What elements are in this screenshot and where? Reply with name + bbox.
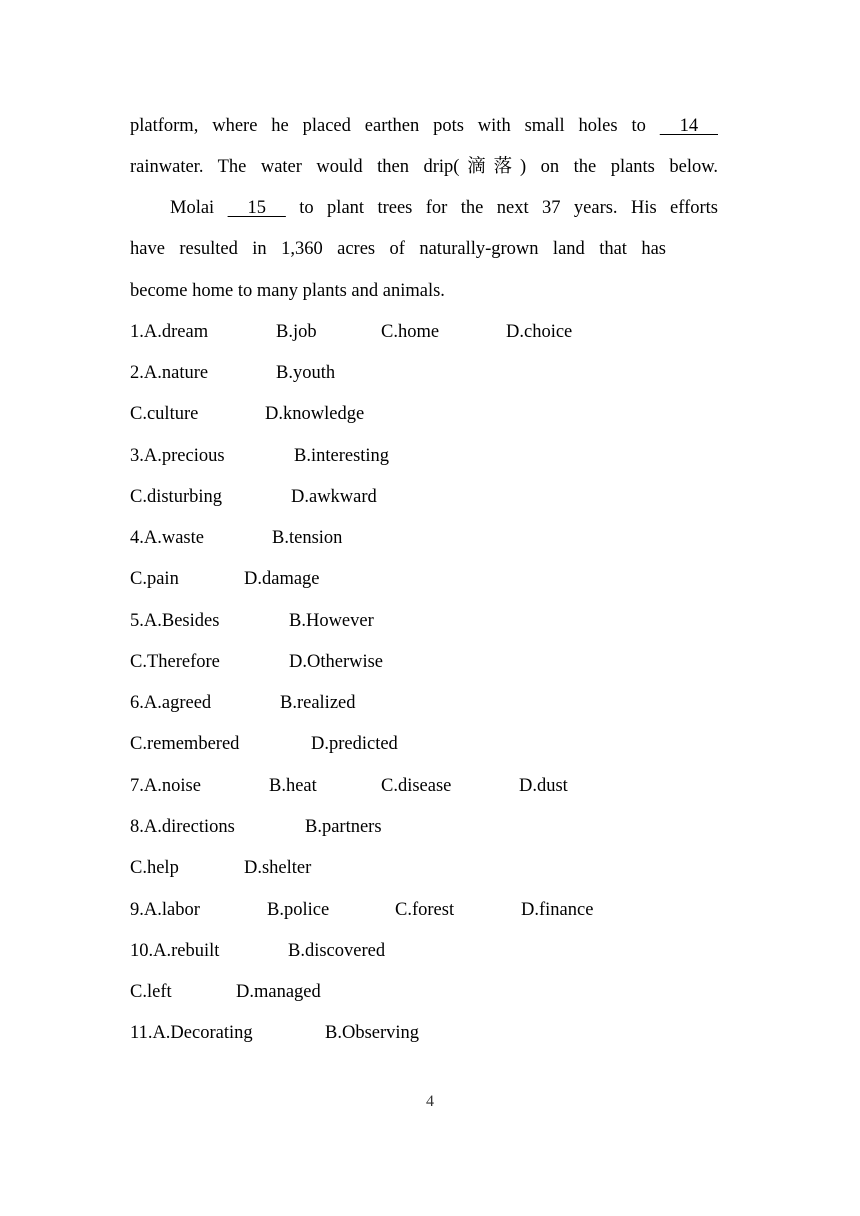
question-5-options-ab (130, 610, 374, 632)
option: B.partners (305, 817, 382, 837)
option: 5.A.Besides (130, 611, 220, 631)
option: D.dust (519, 776, 568, 796)
option: B.interesting (294, 446, 390, 466)
option: C.home (381, 322, 440, 342)
option: B.tension (272, 528, 343, 548)
option: 9.A.labor (130, 900, 200, 920)
option: B.youth (276, 363, 336, 383)
option: 7.A.noise (130, 776, 201, 796)
passage-text: platform, where he placed earthen pots with small holes to (130, 116, 646, 136)
question-10-options-cd (130, 981, 321, 1003)
passage-text: to plant trees for the next 37 years. His efforts (299, 198, 719, 218)
passage-line-1 (130, 115, 718, 137)
passage-line-4: have resulted in 1,360 acres of naturally-grown land that has (130, 239, 666, 259)
question-6-options-cd (130, 733, 398, 755)
option: B.Observing (325, 1023, 420, 1043)
passage-line-3 (170, 197, 718, 219)
option: 6.A.agreed (130, 693, 212, 713)
question-8-options-cd (130, 857, 311, 879)
question-1-options (130, 321, 572, 343)
option: C.left (130, 982, 172, 1002)
option: D.awkward (291, 487, 377, 507)
question-2-options-ab (130, 362, 335, 384)
blank-14: 14 (659, 116, 718, 136)
option: 4.A.waste (130, 528, 204, 548)
option: B.job (276, 322, 317, 342)
option: C.remembered (130, 734, 240, 754)
option: D.predicted (311, 734, 398, 754)
option: 10.A.rebuilt (130, 941, 220, 961)
question-7-options (130, 775, 568, 797)
option: C.help (130, 858, 179, 878)
question-6-options-ab (130, 692, 356, 714)
blank-15: 15 (227, 198, 286, 218)
option: B.police (267, 900, 330, 920)
option: C.disease (381, 776, 452, 796)
option: D.finance (521, 900, 594, 920)
option: 3.A.precious (130, 446, 225, 466)
option: C.pain (130, 569, 179, 589)
question-3-options-cd (130, 486, 377, 508)
option: B.However (289, 611, 374, 631)
option: C.culture (130, 404, 199, 424)
option: 8.A.directions (130, 817, 235, 837)
option: D.damage (244, 569, 320, 589)
option: 11.A.Decorating (130, 1023, 253, 1043)
question-5-options-cd (130, 651, 383, 673)
passage-line-2: rainwater. The water would then drip(滴落) on the plants below. (130, 157, 718, 177)
question-4-options-ab (130, 527, 342, 549)
option: B.realized (280, 693, 356, 713)
question-10-options-ab (130, 940, 385, 962)
option: B.heat (269, 776, 317, 796)
passage-line-5: become home to many plants and animals. (130, 281, 445, 301)
option: D.Otherwise (289, 652, 384, 672)
question-8-options-ab (130, 816, 382, 838)
passage-text: Molai (170, 198, 215, 218)
option: D.managed (236, 982, 321, 1002)
option: 2.A.nature (130, 363, 209, 383)
page-number: 4 (426, 1093, 434, 1110)
option: D.knowledge (265, 404, 365, 424)
question-4-options-cd (130, 568, 320, 590)
option: C.disturbing (130, 487, 222, 507)
option: D.shelter (244, 858, 312, 878)
option: C.Therefore (130, 652, 220, 672)
question-2-options-cd (130, 403, 364, 425)
option: 1.A.dream (130, 322, 209, 342)
question-9-options (130, 899, 593, 921)
option: D.choice (506, 322, 573, 342)
option: B.discovered (288, 941, 386, 961)
option: C.forest (395, 900, 455, 920)
question-11-options-ab (130, 1022, 419, 1044)
question-3-options-ab (130, 445, 389, 467)
